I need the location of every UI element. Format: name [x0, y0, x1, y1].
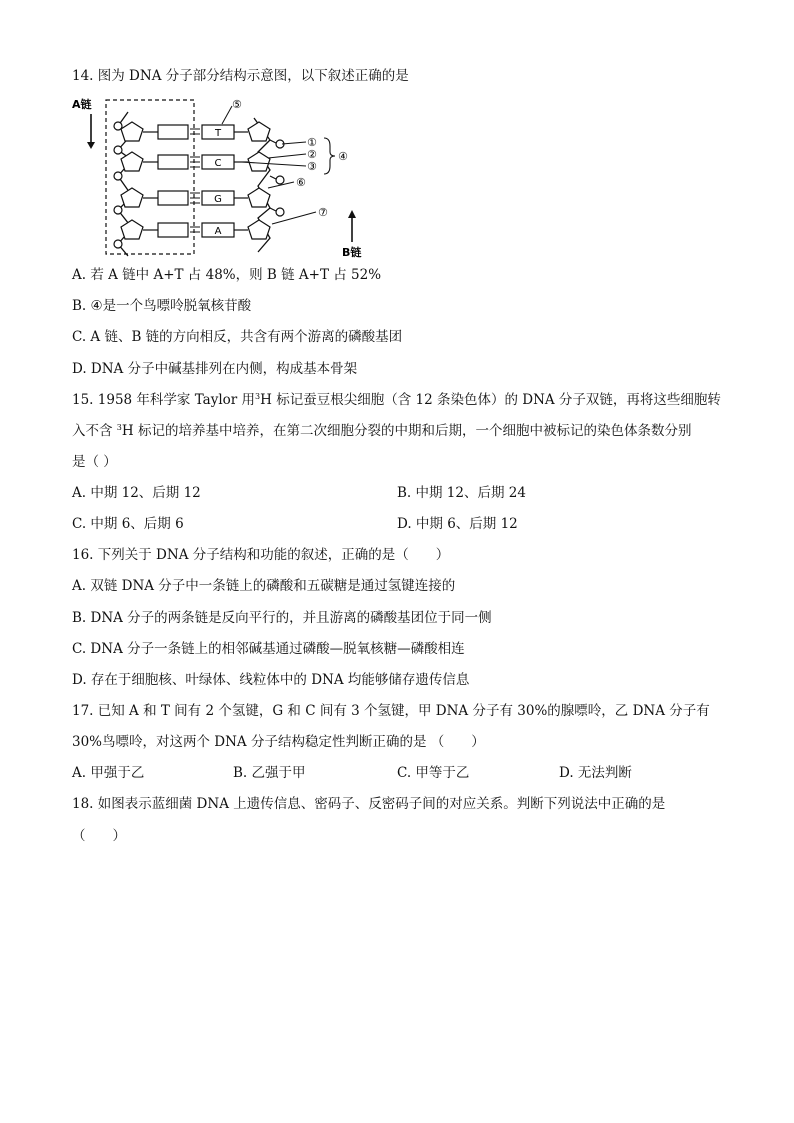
q14-option-b: B. ④是一个鸟嘌呤脱氧核苷酸 [72, 298, 252, 314]
phosphate-b2 [276, 176, 284, 184]
q16-option-a: A. 双链 DNA 分子中一条链上的磷酸和五碳糖是通过氢键连接的 [72, 578, 456, 594]
marker-4: ④ [338, 150, 348, 163]
marker-5: ⑤ [232, 98, 242, 111]
q15-stem-line1: 15. 1958 年科学家 Taylor 用$^3$H 标记蚕豆根尖细胞（含 12 条染色体）的 DNA 分子双链，再将这些细胞转 [72, 392, 721, 408]
q16-option-d: D. 存在于细胞核、叶绿体、线粒体中的 DNA 均能够储存遗传信息 [72, 672, 470, 688]
sugar-a1 [121, 122, 143, 141]
strand-a-label: A链 [72, 98, 92, 111]
sugar-b3 [248, 188, 270, 207]
strand-b-label: B链 [342, 246, 362, 259]
q15-option-a: A. 中期 12、后期 12 [72, 485, 201, 501]
sugar-a4 [121, 220, 143, 239]
base-a3 [158, 191, 188, 205]
q17-option-b: B. 乙强于甲 [233, 765, 306, 781]
q18-stem-line1: 18. 如图表示蓝细菌 DNA 上遗传信息、密码子、反密码子间的对应关系。判断下列说法中正确的是 [72, 796, 666, 812]
q15-option-d: D. 中期 6、后期 12 [397, 516, 518, 532]
base-b2-label: C [214, 158, 222, 169]
phosphate-a2 [114, 146, 122, 154]
base-a1 [158, 125, 188, 139]
sugar-b2 [248, 152, 270, 171]
base-b1-label: T [214, 128, 222, 139]
hydrogen-bonds [190, 129, 200, 232]
phosphate-a4 [114, 206, 122, 214]
isotope-superscript: 3 [255, 392, 261, 401]
base-b3-label: G [214, 194, 222, 205]
q14-option-a: A. 若 A 链中 A+T 占 48%，则 B 链 A+T 占 52% [72, 267, 382, 283]
sugar-b1 [248, 122, 270, 141]
q17-option-d: D. 无法判断 [559, 765, 632, 781]
q17-option-a: A. 甲强于乙 [72, 765, 145, 781]
q17-stem-line1: 17. 已知 A 和 T 间有 2 个氢键，G 和 C 间有 3 个氢键，甲 DNA 分子有 30%的腺嘌呤，乙 DNA 分子有 [72, 703, 710, 719]
phosphate-b3 [276, 208, 284, 216]
sugar-b4 [248, 220, 270, 239]
phosphate-a3 [114, 172, 122, 180]
base-b4-label: A [214, 226, 222, 237]
marker-3: ③ [307, 160, 317, 173]
marker-1: ① [307, 136, 317, 149]
marker-6: ⑥ [296, 176, 306, 189]
q15-option-b: B. 中期 12、后期 24 [397, 485, 526, 501]
q18-stem-line2: （ ） [72, 828, 126, 844]
base-a2 [158, 155, 188, 169]
dna-structure-diagram [72, 96, 372, 266]
q14-stem: 14. 图为 DNA 分子部分结构示意图，以下叙述正确的是 [72, 68, 409, 84]
bracket-brace [324, 138, 335, 174]
q15-option-c: C. 中期 6、后期 6 [72, 516, 184, 532]
q17-option-c: C. 甲等于乙 [397, 765, 470, 781]
q14-option-d: D. DNA 分子中碱基排列在内侧，构成基本骨架 [72, 361, 358, 377]
q15-stem-line2: 入不含 $^3$H 标记的培养基中培养，在第二次细胞分裂的中期和后期，一个细胞中被标记的染色体条数分别 [72, 423, 692, 439]
strand-a-arrowhead [87, 142, 95, 149]
q14-option-c: C. A 链、B 链的方向相反，共含有两个游离的磷酸基团 [72, 329, 403, 345]
strand-b-arrowhead [348, 210, 356, 218]
isotope-superscript-2: 3 [116, 423, 122, 432]
phosphate-a5 [114, 240, 122, 248]
marker-7: ⑦ [318, 206, 328, 219]
q16-option-b: B. DNA 分子的两条链是反向平行的，并且游离的磷酸基团位于同一侧 [72, 610, 492, 626]
q16-stem: 16. 下列关于 DNA 分子结构和功能的叙述，正确的是（ ） [72, 547, 450, 563]
marker-2: ② [307, 148, 317, 161]
q15-stem-line3: 是（ ） [72, 454, 117, 470]
sugar-a3 [121, 188, 143, 207]
q17-stem-line2: 30%鸟嘌呤，对这两个 DNA 分子结构稳定性判断正确的是 （ ） [72, 734, 485, 750]
base-a4 [158, 223, 188, 237]
q16-option-c: C. DNA 分子一条链上的相邻碱基通过磷酸—脱氧核糖—磷酸相连 [72, 641, 465, 657]
